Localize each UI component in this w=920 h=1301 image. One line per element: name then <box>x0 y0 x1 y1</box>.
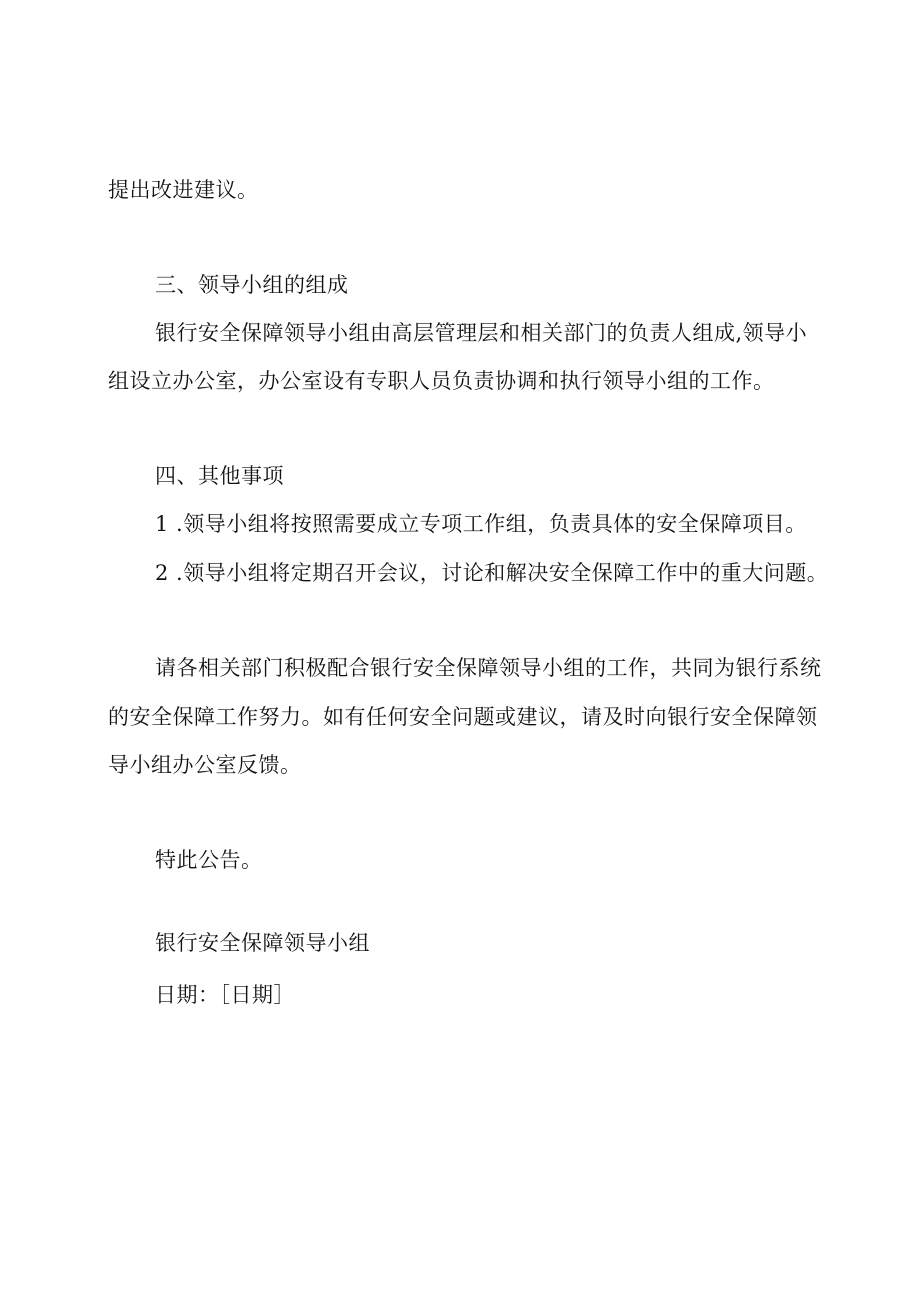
signature: 银行安全保障领导小组 <box>155 931 370 955</box>
section-3-paragraph-line-2: 组设立办公室，办公室设有专职人员负责协调和执行领导小组的工作。 <box>108 369 775 393</box>
section-4-item-1: 1 .领导小组将按照需要成立专项工作组，负责具体的安全保障项目。 <box>155 512 807 536</box>
section-4-item-2: 2 .领导小组将定期召开会议，讨论和解决安全保障工作中的重大问题。 <box>155 561 829 585</box>
section-heading-4: 四、其他事项 <box>155 464 284 488</box>
notice-text: 特此公告。 <box>155 848 263 872</box>
closing-paragraph-line-2: 的安全保障工作努力。如有任何安全问题或建议，请及时向银行安全保障领 <box>108 705 818 729</box>
date-line: 日期：［日期］ <box>155 983 295 1007</box>
paragraph-tail: 提出改进建议。 <box>108 178 259 202</box>
closing-paragraph-line-1: 请各相关部门积极配合银行安全保障领导小组的工作，共同为银行系统 <box>155 656 822 680</box>
closing-paragraph-line-3: 导小组办公室反馈。 <box>108 753 302 777</box>
section-3-paragraph-line-1: 银行安全保障领导小组由高层管理层和相关部门的负责人组成,领导小 <box>155 321 808 345</box>
section-heading-3: 三、领导小组的组成 <box>155 273 349 297</box>
